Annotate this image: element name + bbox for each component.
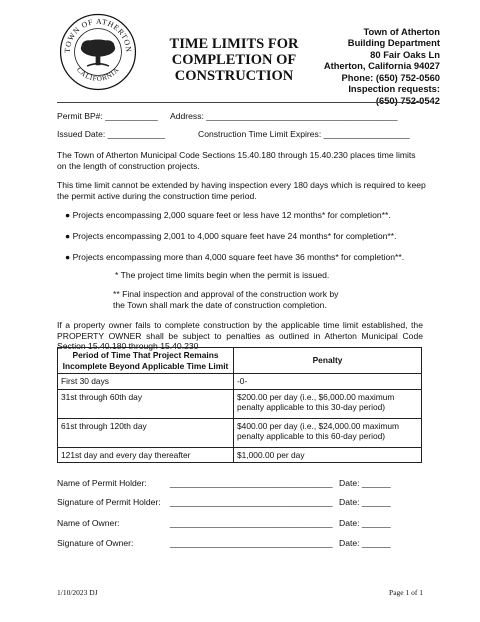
table-row	[58, 374, 422, 390]
address-line: 80 Fair Oaks Ln	[370, 48, 440, 60]
owner-name-label: Name of Owner:	[57, 518, 120, 528]
note-line: the Town shall mark the date of construction completion.	[113, 299, 327, 310]
svg-text:CALIFORNIA	[75, 66, 121, 83]
owner-name-date[interactable]: Date: ______	[339, 518, 391, 528]
note-completion	[113, 289, 338, 310]
bullet-small-projects: ● Projects encompassing 2,000 square feet or less have 12 months* for completion**.	[65, 210, 391, 220]
penalty-cell	[234, 418, 422, 447]
penalty-cell: -0-	[234, 374, 422, 390]
period-header	[58, 348, 234, 374]
permit-holder-signature-date[interactable]: Date: ______	[339, 497, 391, 507]
expiration-field[interactable]: Construction Time Limit Expires: __________________	[198, 129, 410, 139]
address-line: Atherton, California 94027	[323, 60, 440, 72]
header-line: Period of Time That Project Remains	[72, 350, 219, 360]
period-cell: 61st through 120th day	[58, 418, 234, 447]
header-divider	[57, 102, 423, 103]
penalty-cell	[234, 389, 422, 418]
permit-holder-name-label: Name of Permit Holder:	[57, 478, 147, 488]
seal-top-text: TOWN OF ATHERTON	[62, 16, 134, 54]
penalty-table	[57, 347, 422, 463]
issued-date-field[interactable]: Issued Date: ____________	[57, 129, 165, 139]
footer-date: 1/10/2023 DJ	[57, 588, 98, 597]
title-line: CONSTRUCTION	[174, 68, 294, 85]
permit-holder-signature-label: Signature of Permit Holder:	[57, 497, 161, 507]
address-line: Phone: (650) 752-0560	[341, 71, 440, 83]
header-line: Incomplete Beyond Applicable Time Limit	[62, 360, 229, 371]
bullet-large-projects: ● Projects encompassing more than 4,000 square feet have 36 months* for completion**.	[65, 252, 405, 262]
owner-signature-date[interactable]: Date: ______	[339, 538, 391, 548]
oak-tree-icon	[81, 40, 115, 67]
intro-paragraph: The Town of Atherton Municipal Code Sections 15.40.180 through 15.40.230 places time limits on the length of construction projects.	[57, 150, 416, 171]
owner-signature-line[interactable]: __________________________________	[170, 538, 333, 548]
penalty-header: Penalty	[234, 348, 422, 374]
table-row	[58, 418, 422, 447]
title-line: COMPLETION OF	[171, 52, 297, 69]
seal-bottom-text: CALIFORNIA	[75, 65, 122, 84]
penalty-line: penalty applicable to this 60-day period)	[237, 431, 386, 441]
address-line: (650) 752-0542	[375, 94, 440, 106]
owner-name-line[interactable]: __________________________________	[170, 518, 333, 528]
title-line: TIME LIMITS FOR	[169, 36, 299, 52]
penalty-cell: $1,000.00 per day	[234, 447, 422, 463]
address-line: Building Department	[347, 37, 440, 49]
owner-signature-label: Signature of Owner:	[57, 538, 134, 548]
period-cell: 31st through 60th day	[58, 389, 234, 418]
note-line: ** Final inspection and approval of the construction work by	[113, 289, 339, 299]
permit-holder-name-line[interactable]: __________________________________	[170, 478, 333, 488]
note-start: * The project time limits begin when the permit is issued.	[115, 270, 330, 280]
period-cell: 121st day and every day thereafter	[58, 447, 234, 463]
document-title	[158, 36, 310, 85]
penalty-line: $200.00 per day (i.e., $6,000.00 maximum	[237, 391, 395, 402]
period-cell: First 30 days	[58, 374, 234, 390]
address-field[interactable]: Address: ________________________________________	[170, 111, 398, 121]
penalty-line: penalty applicable to this 30-day period)	[237, 402, 386, 412]
permit-holder-signature-line[interactable]: __________________________________	[170, 497, 333, 507]
penalty-paragraph: If a property owner fails to complete construction by the applicable time limit established, the PROPERTY OWNER shall be subject to penalties as outlined in Atherton Municipal Code Section 15.40.180 through 15.40.230	[57, 320, 423, 352]
page-number: Page 1 of 1	[389, 588, 423, 597]
penalty-line: $400.00 per day (i.e., $24,000.00 maximum	[237, 420, 400, 431]
address-line: Inspection requests:	[348, 83, 440, 95]
table-row	[58, 389, 422, 418]
permit-number-field[interactable]: Permit BP#: ___________	[57, 111, 158, 121]
table-header-row	[58, 348, 422, 374]
address-line: Town of Atherton	[363, 26, 440, 37]
permit-holder-name-date[interactable]: Date: ______	[339, 478, 391, 488]
department-address	[324, 26, 440, 106]
extension-paragraph: This time limit cannot be extended by having inspection every 180 days which is required to keep the permit active during the construction time period.	[57, 180, 426, 201]
town-seal	[59, 13, 137, 91]
table-row	[58, 447, 422, 463]
bullet-medium-projects: ● Projects encompassing 2,001 to 4,000 square feet have 24 months* for completion**.	[65, 231, 397, 241]
